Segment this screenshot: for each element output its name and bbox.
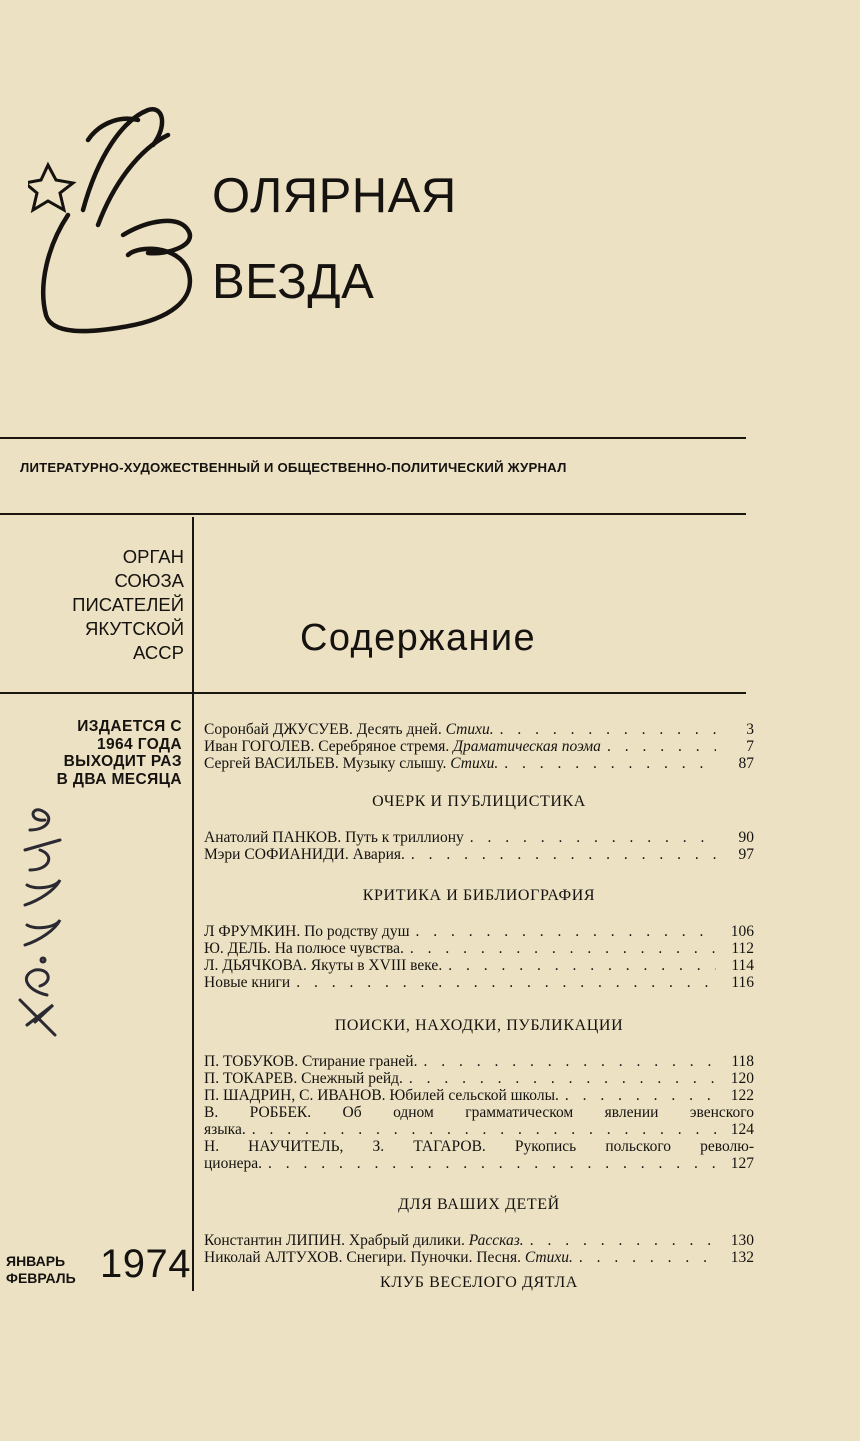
toc-page: 130 bbox=[730, 1232, 754, 1249]
toc-title: Снегири. Пуночки. Песня. bbox=[346, 1249, 521, 1266]
toc-entry bbox=[204, 1053, 754, 1070]
subtitle-divider bbox=[0, 513, 746, 515]
toc-entry-continuation: языка. bbox=[204, 1121, 246, 1138]
organ-line: АССР bbox=[133, 642, 184, 663]
toc-page: 122 bbox=[730, 1087, 754, 1104]
toc-page: 112 bbox=[731, 940, 754, 957]
star-logo-icon bbox=[28, 95, 203, 340]
toc-entry bbox=[204, 829, 754, 846]
toc-entry bbox=[204, 738, 754, 755]
toc-entry-continuation: ционера. bbox=[204, 1155, 263, 1172]
toc-page: 106 bbox=[730, 923, 754, 940]
toc-entry-line: В. РОББЕК. Об одном грамматическом явлении эвенского bbox=[204, 1104, 754, 1121]
toc-entry bbox=[204, 940, 754, 957]
toc-author: П. ТОБУКОВ. bbox=[204, 1053, 299, 1070]
toc-genre: Стихи. bbox=[450, 755, 499, 772]
toc-genre: Стихи. bbox=[445, 721, 494, 738]
toc-author: Анатолий ПАНКОВ. bbox=[204, 829, 342, 846]
toc-title: Храбрый дилики. bbox=[348, 1232, 465, 1249]
toc-page: 118 bbox=[731, 1053, 754, 1070]
toc-entry bbox=[204, 957, 754, 974]
contents-divider bbox=[0, 692, 746, 694]
toc-entry bbox=[204, 1070, 754, 1087]
toc-group-findings bbox=[204, 1053, 754, 1172]
toc-title: Серебряное стремя. bbox=[318, 738, 450, 755]
toc-author: Сергей ВАСИЛЬЕВ. bbox=[204, 755, 339, 772]
toc-title: Путь к триллиону bbox=[345, 829, 464, 846]
section-heading: КРИТИКА И БИБЛИОГРАФИЯ bbox=[362, 887, 596, 904]
toc-entry bbox=[204, 1087, 754, 1104]
toc-entry bbox=[204, 721, 754, 738]
toc-group-criticism bbox=[204, 923, 754, 991]
toc-page: 87 bbox=[738, 755, 754, 772]
toc-page: 120 bbox=[730, 1070, 754, 1087]
handwritten-inventory-mark bbox=[5, 800, 75, 1045]
toc-page: 3 bbox=[746, 721, 754, 738]
toc-title: Авария. bbox=[352, 846, 405, 863]
section-heading: ПОИСКИ, НАХОДКИ, ПУБЛИКАЦИИ bbox=[334, 1017, 624, 1034]
toc-entry bbox=[204, 846, 754, 863]
toc-author: Николай АЛТУХОВ. bbox=[204, 1249, 343, 1266]
toc-title: Музыку слышу. bbox=[342, 755, 447, 772]
toc-author: Л. ДЬЯЧКОВА. bbox=[204, 957, 307, 974]
toc-entry bbox=[204, 1121, 754, 1138]
toc-title: Новые книги bbox=[204, 974, 291, 991]
issue-year: 1974 bbox=[100, 1242, 191, 1286]
toc-author: П. ТОКАРЕВ. bbox=[204, 1070, 298, 1087]
toc-entry bbox=[204, 1155, 754, 1172]
toc-author: Константин ЛИПИН. bbox=[204, 1232, 346, 1249]
toc-genre: Драматическая поэма bbox=[453, 738, 601, 755]
issue-month: ЯНВАРЬ bbox=[6, 1253, 66, 1269]
publication-line: ИЗДАЕТСЯ С bbox=[77, 718, 182, 735]
toc-entry bbox=[204, 974, 754, 991]
toc-entry bbox=[204, 1249, 754, 1266]
toc-page: 7 bbox=[746, 738, 754, 755]
toc-title: По родству душ bbox=[304, 923, 410, 940]
toc-author: Иван ГОГОЛЕВ. bbox=[204, 738, 315, 755]
closing-section: КЛУБ ВЕСЕЛОГО ДЯТЛА bbox=[380, 1274, 578, 1291]
issue-month: ФЕВРАЛЬ bbox=[6, 1270, 76, 1286]
section-heading: ОЧЕРК И ПУБЛИЦИСТИКА bbox=[372, 793, 586, 810]
toc-group-children bbox=[204, 1232, 754, 1266]
masthead-title-line2: ВЕЗДА bbox=[212, 255, 375, 309]
column-divider bbox=[192, 517, 194, 1291]
toc-title: На полюсе чувства. bbox=[274, 940, 404, 957]
toc-author: Соронбай ДЖУСУЕВ. bbox=[204, 721, 353, 738]
toc-title: Десять дней. bbox=[356, 721, 442, 738]
masthead-title-line1: ОЛЯРНАЯ bbox=[212, 169, 457, 223]
toc-genre: Стихи. bbox=[524, 1249, 573, 1266]
toc-page: 114 bbox=[731, 957, 754, 974]
toc-page: 90 bbox=[738, 829, 754, 846]
toc-author: Л ФРУМКИН. bbox=[204, 923, 301, 940]
toc-genre: Рассказ. bbox=[468, 1232, 524, 1249]
toc-page: 127 bbox=[730, 1155, 754, 1172]
toc-entry bbox=[204, 923, 754, 940]
publication-line: ВЫХОДИТ РАЗ bbox=[63, 753, 182, 770]
issue-months bbox=[6, 1253, 76, 1287]
organ-line: СОЮЗА bbox=[114, 570, 184, 591]
toc-author: Ю. ДЕЛЬ. bbox=[204, 940, 271, 957]
top-divider bbox=[0, 437, 746, 439]
toc-title: Стирание граней. bbox=[301, 1053, 418, 1070]
publication-note bbox=[22, 718, 182, 788]
toc-page: 132 bbox=[730, 1249, 754, 1266]
toc-group-main bbox=[204, 721, 754, 772]
publication-line: 1964 ГОДА bbox=[96, 735, 182, 753]
toc-entry bbox=[204, 1232, 754, 1249]
organ-line: ОРГАН bbox=[122, 546, 184, 567]
section-heading: ДЛЯ ВАШИХ ДЕТЕЙ bbox=[398, 1196, 560, 1213]
toc-entry bbox=[204, 755, 754, 772]
toc-title: Якуты в XVIII веке. bbox=[310, 957, 443, 974]
toc-page: 124 bbox=[730, 1121, 754, 1138]
toc-page: 97 bbox=[738, 846, 754, 863]
organ-line: ЯКУТСКОЙ bbox=[84, 618, 184, 639]
toc-title: Юбилей сельской школы. bbox=[389, 1087, 559, 1104]
toc-group-essays bbox=[204, 829, 754, 863]
toc-author: П. ШАДРИН, С. ИВАНОВ. bbox=[204, 1087, 386, 1104]
contents-heading: Содержание bbox=[300, 617, 537, 659]
toc-title: Снежный рейд. bbox=[301, 1070, 403, 1087]
publication-line: В ДВА МЕСЯЦА bbox=[56, 770, 182, 788]
toc-entry-line: Н. НАУЧИТЕЛЬ, З. ТАГАРОВ. Рукопись польского револю- bbox=[204, 1138, 754, 1155]
toc-page: 116 bbox=[731, 974, 754, 991]
journal-subtitle: ЛИТЕРАТУРНО-ХУДОЖЕСТВЕННЫЙ И ОБЩЕСТВЕННО-ПОЛИТИЧЕСКИЙ ЖУРНАЛ bbox=[20, 460, 567, 475]
toc-author: Мэри СОФИАНИДИ. bbox=[204, 846, 349, 863]
organ-line: ПИСАТЕЛЕЙ bbox=[72, 594, 184, 615]
organ-block bbox=[60, 545, 184, 665]
